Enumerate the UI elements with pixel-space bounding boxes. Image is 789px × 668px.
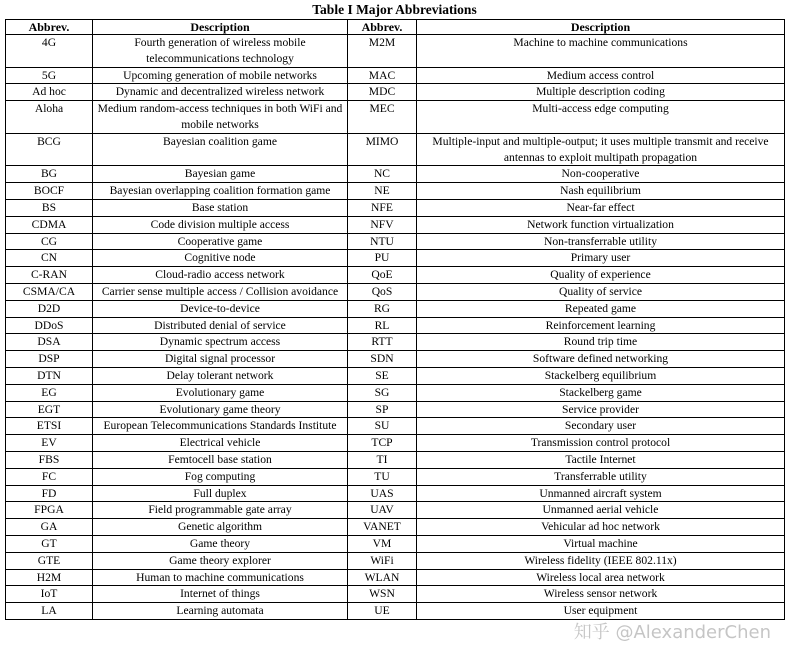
cell-abbrev-right: NTU [348,233,417,250]
cell-description-right: Multiple-input and multiple-output; it uses multiple transmit and receive antennas to exploit multipath propagation [417,133,785,166]
cell-description-right: Vehicular ad hoc network [417,519,785,536]
cell-abbrev-left: FBS [6,451,93,468]
table-row [6,367,785,384]
cell-abbrev-right: SDN [348,351,417,368]
cell-description-left: Full duplex [93,485,348,502]
cell-abbrev-right: MIMO [348,133,417,166]
cell-abbrev-right: QoS [348,283,417,300]
cell-description-left: Medium random-access techniques in both WiFi and mobile networks [93,101,348,134]
cell-description-right: Unmanned aircraft system [417,485,785,502]
cell-description-right: Quality of service [417,283,785,300]
header-description-left: Description [93,20,348,35]
cell-description-left: Cooperative game [93,233,348,250]
cell-description-right: Reinforcement learning [417,317,785,334]
cell-description-left: Electrical vehicle [93,435,348,452]
cell-abbrev-right: SP [348,401,417,418]
cell-abbrev-left: DSP [6,351,93,368]
cell-description-right: Virtual machine [417,535,785,552]
cell-abbrev-right: TI [348,451,417,468]
cell-abbrev-left: DDoS [6,317,93,334]
cell-abbrev-left: CN [6,250,93,267]
cell-description-left: Fourth generation of wireless mobile telecommunications technology [93,35,348,68]
cell-description-left: Game theory explorer [93,552,348,569]
cell-description-right: Multiple description coding [417,84,785,101]
table-row [6,317,785,334]
cell-abbrev-right: RL [348,317,417,334]
cell-abbrev-right: SG [348,384,417,401]
cell-description-right: Machine to machine communications [417,35,785,68]
cell-description-left: Dynamic spectrum access [93,334,348,351]
table-row [6,199,785,216]
cell-abbrev-right: SE [348,367,417,384]
cell-description-left: Field programmable gate array [93,502,348,519]
cell-description-left: Code division multiple access [93,216,348,233]
cell-abbrev-left: LA [6,603,93,620]
table-header-row [6,20,785,35]
cell-description-left: Delay tolerant network [93,367,348,384]
cell-description-right: Round trip time [417,334,785,351]
cell-description-left: Human to machine communications [93,569,348,586]
cell-abbrev-left: CSMA/CA [6,283,93,300]
cell-abbrev-right: UE [348,603,417,620]
table-row [6,569,785,586]
cell-description-left: Fog computing [93,468,348,485]
cell-abbrev-right: SU [348,418,417,435]
cell-abbrev-left: 5G [6,67,93,84]
cell-abbrev-right: VANET [348,519,417,536]
table-row [6,468,785,485]
cell-description-left: Evolutionary game theory [93,401,348,418]
watermark: 知乎 @AlexanderChen [573,622,771,643]
cell-abbrev-left: BS [6,199,93,216]
cell-abbrev-left: GTE [6,552,93,569]
cell-abbrev-right: NFV [348,216,417,233]
cell-abbrev-right: NFE [348,199,417,216]
cell-description-right: Primary user [417,250,785,267]
cell-description-left: Femtocell base station [93,451,348,468]
table-row [6,101,785,134]
cell-abbrev-right: MEC [348,101,417,134]
cell-abbrev-left: D2D [6,300,93,317]
table-row [6,35,785,68]
table-row [6,586,785,603]
cell-description-right: Wireless sensor network [417,586,785,603]
table-row [6,485,785,502]
table-row [6,233,785,250]
cell-description-right: Medium access control [417,67,785,84]
cell-abbrev-left: FPGA [6,502,93,519]
cell-description-left: Carrier sense multiple access / Collision avoidance [93,283,348,300]
cell-description-right: Wireless fidelity (IEEE 802.11x) [417,552,785,569]
cell-abbrev-left: H2M [6,569,93,586]
header-abbrev-right: Abbrev. [348,20,417,35]
cell-abbrev-right: NE [348,183,417,200]
table-row [6,502,785,519]
table-row [6,535,785,552]
cell-description-right: Network function virtualization [417,216,785,233]
cell-abbrev-left: IoT [6,586,93,603]
cell-abbrev-left: DTN [6,367,93,384]
cell-description-left: Device-to-device [93,300,348,317]
cell-description-left: Dynamic and decentralized wireless network [93,84,348,101]
cell-abbrev-left: EV [6,435,93,452]
cell-description-right: Transferrable utility [417,468,785,485]
header-abbrev-left: Abbrev. [6,20,93,35]
table-row [6,67,785,84]
cell-abbrev-left: FC [6,468,93,485]
table-row [6,216,785,233]
cell-description-left: Bayesian overlapping coalition formation game [93,183,348,200]
cell-description-right: Stackelberg game [417,384,785,401]
cell-abbrev-right: UAS [348,485,417,502]
cell-abbrev-left: CDMA [6,216,93,233]
cell-description-right: Repeated game [417,300,785,317]
cell-description-right: Near-far effect [417,199,785,216]
table-body [6,35,785,620]
cell-abbrev-left: DSA [6,334,93,351]
cell-description-left: Distributed denial of service [93,317,348,334]
cell-description-right: Software defined networking [417,351,785,368]
table-row [6,435,785,452]
table-row [6,84,785,101]
cell-description-left: Bayesian game [93,166,348,183]
table-row [6,300,785,317]
cell-abbrev-left: FD [6,485,93,502]
table-row [6,166,785,183]
cell-abbrev-left: EGT [6,401,93,418]
cell-abbrev-right: WiFi [348,552,417,569]
cell-abbrev-right: MAC [348,67,417,84]
cell-description-left: Upcoming generation of mobile networks [93,67,348,84]
cell-description-right: Non-transferrable utility [417,233,785,250]
cell-description-left: Evolutionary game [93,384,348,401]
cell-abbrev-left: ETSI [6,418,93,435]
cell-abbrev-right: M2M [348,35,417,68]
table-row [6,250,785,267]
table-title: Table I Major Abbreviations [312,2,477,17]
cell-description-left: Internet of things [93,586,348,603]
cell-abbrev-left: BCG [6,133,93,166]
table-row [6,384,785,401]
table-row [6,451,785,468]
cell-abbrev-right: WSN [348,586,417,603]
cell-description-right: Wireless local area network [417,569,785,586]
cell-description-left: Digital signal processor [93,351,348,368]
cell-abbrev-left: GA [6,519,93,536]
cell-description-right: Stackelberg equilibrium [417,367,785,384]
table-row [6,183,785,200]
cell-description-left: Game theory [93,535,348,552]
cell-abbrev-right: RG [348,300,417,317]
table-row [6,133,785,166]
cell-description-right: Nash equilibrium [417,183,785,200]
table-row [6,351,785,368]
cell-abbrev-right: TCP [348,435,417,452]
abbreviations-table [5,19,785,620]
table-row [6,283,785,300]
cell-abbrev-right: QoE [348,267,417,284]
cell-description-right: Secondary user [417,418,785,435]
table-row [6,334,785,351]
cell-abbrev-right: PU [348,250,417,267]
cell-description-right: Service provider [417,401,785,418]
cell-abbrev-right: VM [348,535,417,552]
header-description-right: Description [417,20,785,35]
cell-description-right: Transmission control protocol [417,435,785,452]
cell-description-left: Base station [93,199,348,216]
table-row [6,519,785,536]
cell-description-right: Unmanned aerial vehicle [417,502,785,519]
cell-description-right: Quality of experience [417,267,785,284]
cell-abbrev-right: WLAN [348,569,417,586]
cell-abbrev-left: CG [6,233,93,250]
cell-description-left: Genetic algorithm [93,519,348,536]
cell-description-right: User equipment [417,603,785,620]
cell-abbrev-left: BOCF [6,183,93,200]
cell-abbrev-right: RTT [348,334,417,351]
cell-abbrev-left: Aloha [6,101,93,134]
cell-abbrev-right: UAV [348,502,417,519]
cell-abbrev-left: C-RAN [6,267,93,284]
cell-abbrev-right: NC [348,166,417,183]
cell-abbrev-left: EG [6,384,93,401]
cell-abbrev-left: 4G [6,35,93,68]
cell-abbrev-right: TU [348,468,417,485]
cell-abbrev-left: GT [6,535,93,552]
table-row [6,401,785,418]
table-row [6,603,785,620]
cell-description-left: Cognitive node [93,250,348,267]
cell-description-right: Non-cooperative [417,166,785,183]
cell-abbrev-right: MDC [348,84,417,101]
cell-description-right: Tactile Internet [417,451,785,468]
cell-abbrev-left: BG [6,166,93,183]
cell-description-left: Learning automata [93,603,348,620]
table-row [6,552,785,569]
table-row [6,418,785,435]
cell-description-left: Cloud-radio access network [93,267,348,284]
cell-description-left: European Telecommunications Standards Institute [93,418,348,435]
table-row [6,267,785,284]
cell-description-right: Multi-access edge computing [417,101,785,134]
cell-description-left: Bayesian coalition game [93,133,348,166]
cell-abbrev-left: Ad hoc [6,84,93,101]
